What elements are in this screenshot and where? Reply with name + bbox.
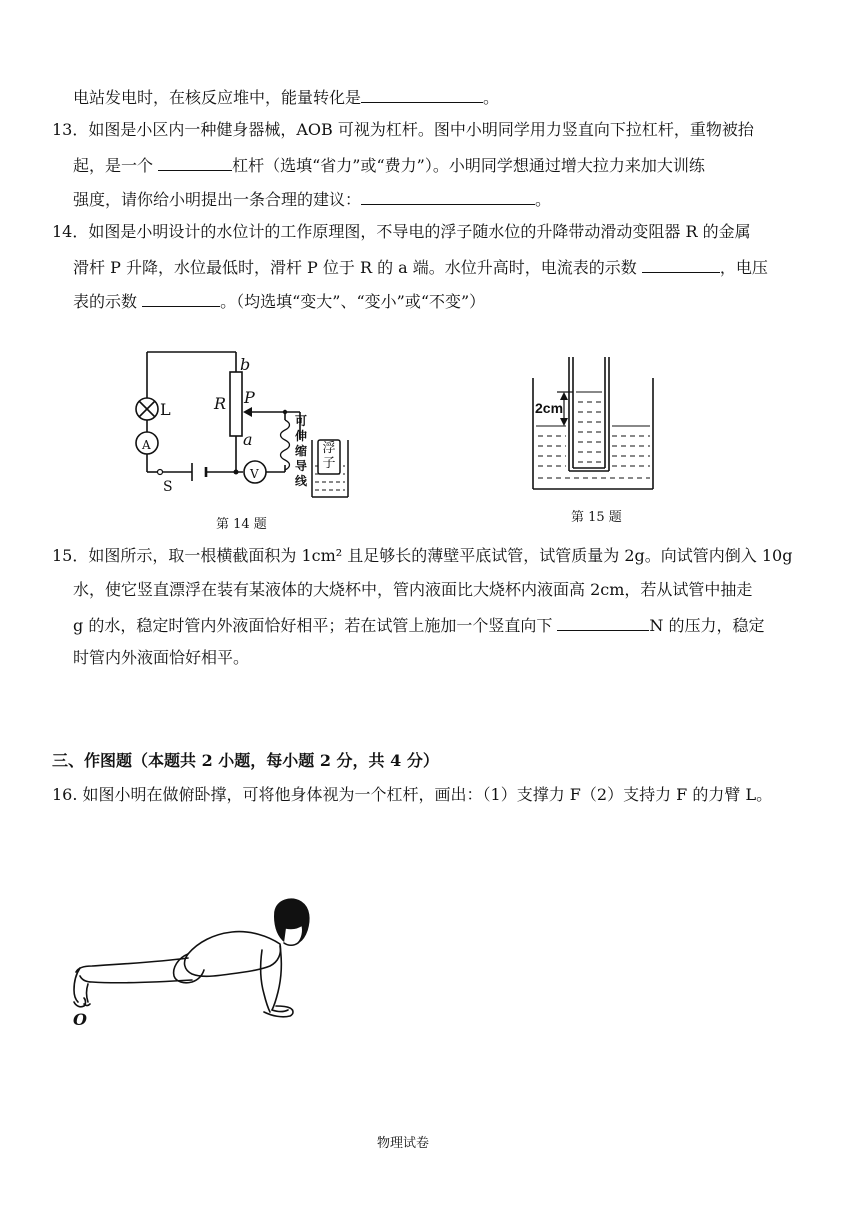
label-b: b — [240, 355, 251, 374]
q13-text: 起，是一个 — [73, 156, 159, 175]
label-V: V — [250, 467, 259, 481]
float-char: 浮 — [322, 441, 336, 456]
q14-text: 表的示数 — [73, 292, 143, 311]
section-3-title: 三、作图题（本题共 2 小题，每小题 2 分，共 4 分） — [52, 751, 439, 770]
label-a: a — [243, 430, 253, 449]
q14-text-mid: ，电压 — [719, 258, 768, 277]
label-S: S — [163, 479, 173, 495]
label-L: L — [160, 400, 171, 419]
label-P: P — [244, 388, 255, 407]
q16-line1: 16. 如图小明在做俯卧撑，可将他身体视为一个杠杆，画出：（1）支撑力 F（2）支持力 F 的力臂 L。 — [52, 785, 773, 804]
wire-char: 缩 — [294, 444, 307, 458]
label-2cm: 2cm — [535, 400, 564, 416]
q14-text: 滑杆 P 升降，水位最低时，滑杆 P 位于 R 的 a 端。水位升高时，电流表的示数 — [73, 258, 642, 277]
q13-text: 强度，请你给小明提出一条合理的建议： — [73, 190, 362, 209]
label-R: R — [214, 394, 227, 413]
page-footer: 物理试卷 — [377, 1136, 430, 1151]
q15-text-end: N 的压力，稳定 — [649, 616, 765, 635]
q15-line2: 水，使它竖直漂浮在装有某液体的大烧杯中，管内液面比大烧杯内液面高 2cm，若从试管中抽走 — [73, 580, 753, 599]
label-A: A — [142, 438, 151, 452]
q15-line4: 时管内外液面恰好相平。 — [73, 648, 250, 667]
caption-fig14: 第 14 题 — [216, 517, 267, 532]
wire-char: 伸 — [294, 429, 307, 443]
q12-text-end: 。 — [483, 88, 500, 107]
wire-char: 导 — [294, 459, 307, 473]
q14-text-end: 。（均选填“变大”、“变小”或“不变”） — [220, 292, 486, 311]
q13-text-mid: 杠杆（选填“省力”或“费力”）。小明同学想通过增大拉力来加大训练 — [232, 156, 705, 175]
q15-line1: 15．如图所示，取一根横截面积为 1cm² 且足够长的薄壁平底试管，试管质量为 2g。向试管内倒入 10g — [52, 546, 793, 565]
q12-text: 电站发电时，在核反应堆中，能量转化是 — [73, 88, 362, 107]
wire-char: 可 — [294, 414, 307, 428]
q15-text: g 的水，稳定时管内外液面恰好相平；若在试管上施加一个竖直向下 — [73, 616, 558, 635]
wire-char: 线 — [294, 474, 307, 488]
q13-text-end: 。 — [535, 190, 552, 209]
caption-fig15: 第 15 题 — [571, 510, 622, 525]
float-char: 子 — [322, 456, 336, 471]
q13-line1: 13．如图是小区内一种健身器械，AOB 可视为杠杆。图中小明同学用力竖直向下拉杠杆，重物被抬 — [52, 120, 754, 139]
q14-line1: 14．如图是小明设计的水位计的工作原理图，不导电的浮子随水位的升降带动滑动变阻器 R 的金属 — [52, 222, 751, 241]
label-O: O — [73, 1010, 87, 1029]
